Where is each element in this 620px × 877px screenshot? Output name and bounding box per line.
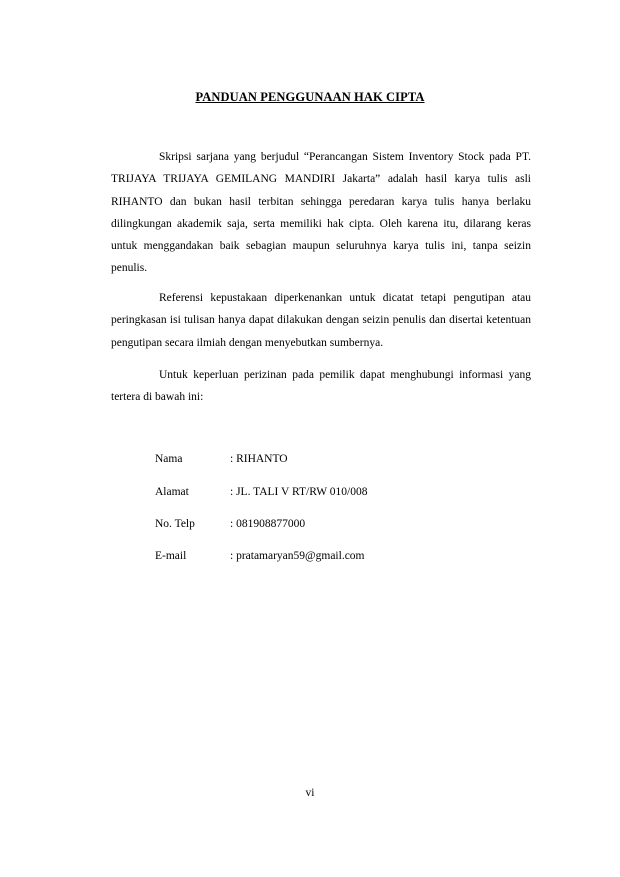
- contact-label: E-mail: [155, 550, 187, 562]
- contact-label: No. Telp: [155, 518, 195, 530]
- contact-row-name: [155, 451, 288, 467]
- contact-value: : pratamaryan59@gmail.com: [230, 550, 365, 562]
- paragraph-contact-intro: Untuk keperluan perizinan pada pemilik dapat menghubungi informasi yang tertera di bawah ini:: [111, 369, 531, 404]
- paragraph-copyright-notice: Skripsi sarjana yang berjudul “Perancangan Sistem Inventory Stock pada PT. TRIJAYA TRIJAYA GEMILANG MANDIRI Jakarta” adalah hasil karya tulis asli RIHANTO dan bukan hasil terbitan sehingga peredaran karya tulis hanya berlaku dilingkungan akademik saja, serta memiliki hak cipta. Oleh karena itu, dilarang keras untuk menggandakan baik sebagian maupun seluruhnya karya tulis ini, tanpa seizin penulis.: [111, 151, 531, 275]
- contact-value: : JL. TALI V RT/RW 010/008: [230, 486, 368, 498]
- contact-value: : 081908877000: [230, 518, 306, 530]
- paragraph-reference-policy: Referensi kepustakaan diperkenankan untuk dicatat tetapi pengutipan atau peringkasan isi tulisan hanya dapat dilakukan dengan seizin penulis dan disertai ketentuan pengutipan secara ilmiah dengan menyebutkan sumbernya.: [111, 292, 531, 349]
- contact-row-address: [155, 484, 367, 500]
- contact-value: : RIHANTO: [230, 453, 288, 465]
- contact-row-email: [155, 548, 365, 564]
- contact-label: Nama: [155, 453, 183, 465]
- contact-label: Alamat: [155, 486, 189, 498]
- contact-row-phone: [155, 516, 305, 532]
- page-title: PANDUAN PENGGUNAAN HAK CIPTA: [195, 90, 425, 104]
- page-number: vi: [305, 787, 315, 799]
